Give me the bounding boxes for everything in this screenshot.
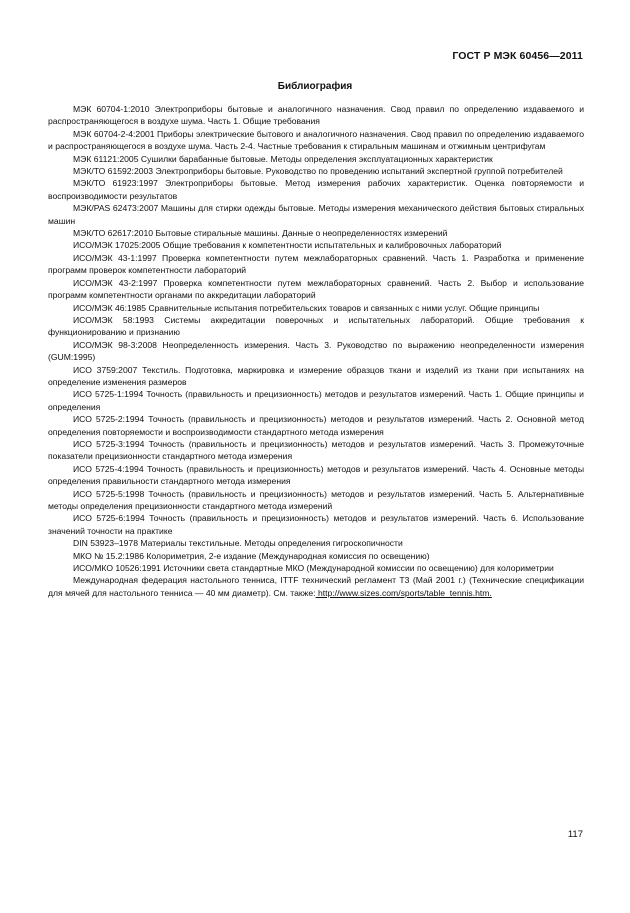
bibliography-entry-ittf	[48, 574, 584, 599]
bibliography-entry: МКО № 15.2:1986 Колориметрия, 2-е издание (Международная комиссия по освещению)	[73, 550, 430, 561]
bibliography-entry: ИСО 5725-6:1994 Точность (правильность и прецизионность) методов и результатов измерений. Часть 6. Использование значений точности на практике	[48, 513, 584, 536]
bibliography-entry: ИСО 5725-3:1994 Точность (правильность и прецизионность) методов и результатов измерений. Часть 3. Промежуточные показатели прецизионности стандартного метода измерения	[48, 438, 584, 462]
bibliography-entry: МЭК/ТО 62617:2010 Бытовые стиральные машины. Данные о неопределенностях измерений	[73, 228, 448, 239]
bibliography-entry: ИСО/МЭК 17025:2005 Общие требования к компетентности испытательных и калибровочных лабораторий	[73, 240, 502, 251]
bibliography-entry: МЭК 60704-1:2010 Электроприборы бытовые и аналогичного назначения. Свод правил по определению издаваемого и распространяющегося в воздухе шума. Часть 1. Общие требования	[48, 104, 584, 127]
bibliography-entry: ИСО/МЭК 46:1985 Сравнительные испытания потребительских товаров и связанных с ними услуг. Общие принципы	[73, 302, 540, 313]
document-header: ГОСТ Р МЭК 60456—2011	[452, 50, 583, 62]
bibliography-entry: МЭК 61121:2005 Сушилки барабанные бытовые. Методы определения эксплуатационных характеристик	[73, 153, 493, 164]
bibliography-title: Библиография	[277, 81, 353, 92]
bibliography-entry: ИСО 5725-2:1994 Точность (правильность и прецизионность) методов и результатов измерений. Часть 2. Основной метод определения повторяемости и воспроизводимости стандартного метода измерения	[48, 414, 584, 437]
bibliography-entry: МЭК/ТО 61923:1997 Электроприборы бытовые. Метод измерения рабочих характеристик. Оценка повторяемости и воспроизводимости результатов	[48, 178, 584, 201]
bibliography-entry: МЭК 60704-2-4:2001 Приборы электрические бытового и аналогичного назначения. Свод правил по определению издаваемого и распространяющегося в воздухе шума. Часть 2-4. Частные требования к стиральным машинам и отжимным центрифугам	[48, 128, 584, 152]
bibliography-entry: МЭК/PAS 62473:2007 Машины для стирки одежды бытовые. Методы измерения механического действия бытовых стиральных машин	[48, 203, 584, 226]
bibliography-entry: ИСО/МЭК 98-3:2008 Неопределенность измерения. Часть 3. Руководство по выражению неопределенности измерения (GUM:1995)	[48, 339, 584, 363]
bibliography-entry: ИСО/МКО 10526:1991 Источники света стандартные МКО (Международной комиссии по освещению) для колориметрии	[73, 563, 554, 574]
bibliography-entry: ИСО/МЭК 43-2:1997 Проверка компетентности путем межлабораторных сравнений. Часть 2. Выбор и использование программ компетентности органами по аккредитации лабораторий	[48, 277, 584, 301]
bibliography-entry: ИСО/МЭК 43-1:1997 Проверка компетентности путем межлабораторных сравнений. Часть 1. Разработка и применение программ проверок компетентности лабораторий	[48, 252, 584, 276]
sizes-com-link[interactable]: http://www.sizes.com/sports/table_tennis.htm.	[315, 587, 492, 598]
bibliography-entry: ИСО 5725-4:1994 Точность (правильность и прецизионность) методов и результатов измерений. Часть 4. Основные методы определения правильности стандартного метода измерения	[48, 463, 584, 487]
bibliography-entry: DIN 53923–1978 Материалы текстильные. Методы определения гигроскопичности	[73, 538, 403, 549]
bibliography-list	[48, 103, 584, 599]
ittf-reference-text: Международная федерация настольного тенниса, ITTF технический регламент Т3 (Май 2001 г.) (Технические спецификации для мячей для настольного тенниса — 40 мм диаметр). См. также:	[48, 575, 584, 598]
bibliography-entry: ИСО/МЭК 58:1993 Системы аккредитации поверочных и испытательных лабораторий. Общие требования к функционированию и признанию	[48, 314, 584, 338]
bibliography-entry: ИСО 5725-1:1994 Точность (правильность и прецизионность) методов и результатов измерений. Часть 1. Общие принципы и определения	[48, 389, 584, 412]
bibliography-entry: ИСО 5725-5:1998 Точность (правильность и прецизионность) методов и результатов измерений. Часть 5. Альтернативные методы определения прецизионности стандартного метода измерений	[48, 488, 584, 511]
bibliography-entry: ИСО 3759:2007 Текстиль. Подготовка, маркировка и измерение образцов ткани и изделий из ткани при испытаниях на определение изменения размеров	[48, 364, 584, 387]
bibliography-entry: МЭК/ТО 61592:2003 Электроприборы бытовые. Руководство по проведению испытаний экспертной группой потребителей	[73, 166, 563, 177]
page-number: 117	[567, 829, 583, 840]
